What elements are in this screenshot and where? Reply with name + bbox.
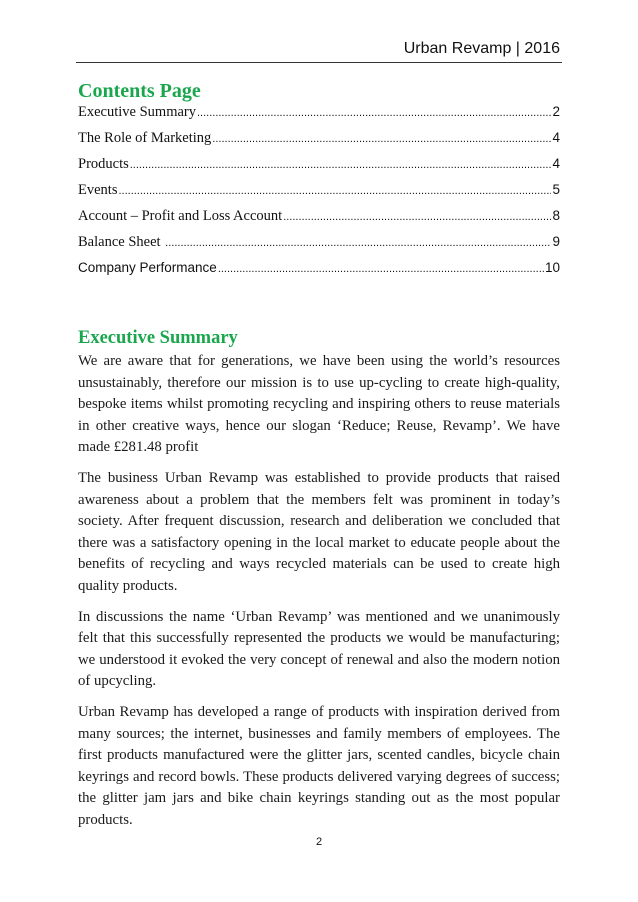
paragraph: Urban Revamp has developed a range of products with inspiration derived from many sources; the internet, businesses and family members of employees. The first products manufactured were the glitter jars, scented candles, bicycle chain keyrings and record bowls. These products delivered varying degrees of success; the glitter jam jars and bike chain keyrings standing out as the most popular products. bbox=[78, 703, 560, 828]
toc-entry-label: Account – Profit and Loss Account bbox=[78, 208, 283, 224]
toc-leader-dots bbox=[130, 159, 552, 171]
section-title-executive-summary: Executive Summary bbox=[78, 328, 238, 348]
toc-entry-label: Events bbox=[78, 182, 118, 198]
toc-entry-label: The Role of Marketing bbox=[78, 130, 212, 146]
toc-entry-page: 5 bbox=[552, 182, 560, 197]
toc-entry-page: 10 bbox=[544, 260, 560, 275]
page-header: Urban Revamp | 2016 bbox=[403, 40, 560, 57]
toc-leader-dots bbox=[197, 107, 552, 119]
toc-entry-page: 2 bbox=[552, 104, 560, 119]
toc-entry-balance-sheet[interactable] bbox=[78, 234, 560, 260]
toc-entry-company-performance[interactable] bbox=[78, 260, 560, 286]
toc-entry-page: 8 bbox=[552, 208, 560, 223]
executive-summary-body bbox=[78, 351, 560, 840]
paragraph: The business Urban Revamp was established to provide products that raised awareness about a problem that the members felt was prominent in today’s society. After frequent discussion, research and deliberation we concluded that there was a satisfactory opening in the local market to educate people about the benefits of recycling and ways recycled materials can be used to create high quality products. bbox=[78, 469, 560, 594]
toc-leader-dots bbox=[118, 185, 551, 197]
toc-entry-label: Products bbox=[78, 156, 129, 172]
toc-entry-events[interactable] bbox=[78, 182, 560, 208]
paragraph: In discussions the name ‘Urban Revamp’ was mentioned and we unanimously felt that this successfully represented the products we would be manufacturing; we understood it evoked the very concept of renewal and also the modern notion of upcycling. bbox=[78, 608, 560, 690]
toc-entry-label: Executive Summary bbox=[78, 104, 196, 120]
toc-entry-page: 4 bbox=[552, 130, 560, 145]
toc-entry-page: 9 bbox=[552, 234, 560, 249]
toc-leader-dots bbox=[283, 211, 551, 223]
toc-entry-label: Company Performance bbox=[78, 260, 217, 275]
table-of-contents bbox=[78, 104, 560, 286]
paragraph: We are aware that for generations, we have been using the world’s resources unsustainably, therefore our mission is to use up-cycling to create high-quality, bespoke items whilst promoting recycling and inspiring others to reuse materials in other creative ways, hence our slogan ‘Reduce; Reuse, Revamp’. We have made £281.48 profit bbox=[78, 353, 560, 456]
toc-entry-profit-and-loss[interactable] bbox=[78, 208, 560, 234]
page-number: 2 bbox=[315, 836, 323, 848]
toc-entry-label: Balance Sheet bbox=[78, 234, 165, 250]
toc-entry-executive-summary[interactable] bbox=[78, 104, 560, 130]
toc-entry-role-of-marketing[interactable] bbox=[78, 130, 560, 156]
toc-entry-products[interactable] bbox=[78, 156, 560, 182]
toc-entry-page: 4 bbox=[552, 156, 560, 171]
contents-title: Contents Page bbox=[78, 80, 201, 102]
toc-leader-dots bbox=[218, 263, 544, 275]
toc-leader-dots bbox=[212, 133, 551, 145]
toc-leader-dots bbox=[165, 237, 551, 249]
header-divider bbox=[76, 62, 562, 63]
